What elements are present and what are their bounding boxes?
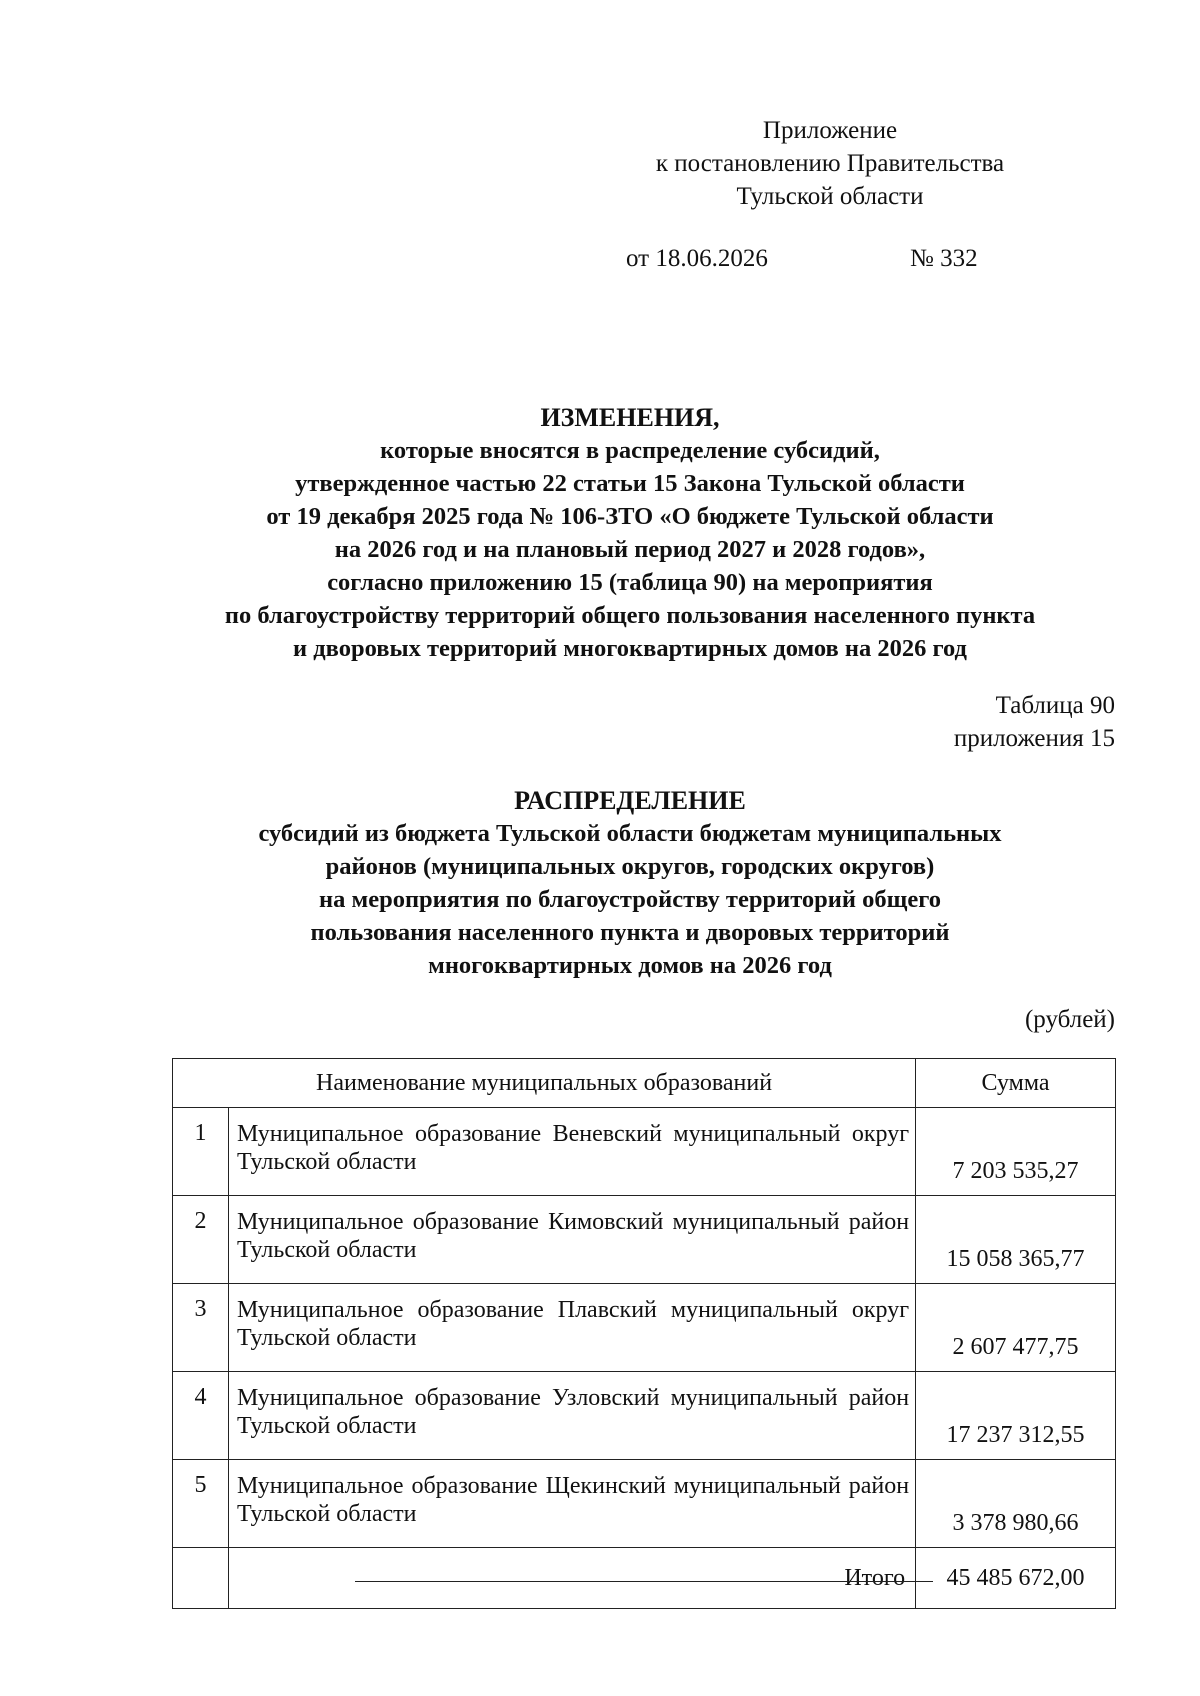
- row-sum: 3 378 980,66: [916, 1460, 1116, 1548]
- header-sum: Сумма: [916, 1059, 1116, 1108]
- table-total-row: [173, 1548, 1116, 1609]
- appendix-number: приложения 15: [953, 725, 1115, 752]
- row-number: 5: [173, 1460, 229, 1548]
- row-sum: 2 607 477,75: [916, 1284, 1116, 1372]
- header-name: Наименование муниципальных образований: [173, 1059, 916, 1108]
- table-header-row: [173, 1059, 1116, 1108]
- table-row: [173, 1284, 1116, 1372]
- changes-line: и дворовых территорий многоквартирных домов на 2026 год: [293, 635, 967, 662]
- row-sum: 15 058 365,77: [916, 1196, 1116, 1284]
- changes-heading: [150, 401, 1110, 665]
- changes-line: согласно приложению 15 (таблица 90) на мероприятия: [327, 569, 933, 596]
- changes-line: на 2026 год и на плановый период 2027 и 2028 годов»,: [334, 536, 926, 563]
- table-row: [173, 1460, 1116, 1548]
- row-number: 1: [173, 1108, 229, 1196]
- distribution-line: районов (муниципальных округов, городских округов): [325, 853, 935, 880]
- row-number: 2: [173, 1196, 229, 1284]
- row-name: Муниципальное образование Кимовский муниципальный район Тульской области: [228, 1196, 915, 1284]
- end-divider: [355, 1581, 933, 1582]
- annex-region-line: Тульской области: [736, 183, 924, 210]
- distribution-heading: [150, 784, 1110, 982]
- row-number: 4: [173, 1372, 229, 1460]
- table-row: [173, 1372, 1116, 1460]
- distribution-line: пользования населенного пункта и дворовых территорий: [310, 919, 950, 946]
- table-row: [173, 1196, 1116, 1284]
- total-label: Итого: [228, 1548, 915, 1609]
- row-name: Муниципальное образование Плавский муниципальный округ Тульской области: [228, 1284, 915, 1372]
- decree-date: от 18.06.2026: [626, 245, 768, 272]
- distribution-line: многоквартирных домов на 2026 год: [428, 952, 832, 979]
- annex-title: Приложение: [762, 117, 898, 144]
- annex-decree-line: к постановлению Правительства: [655, 150, 1005, 177]
- total-sum: 45 485 672,00: [916, 1548, 1116, 1609]
- distribution-title: РАСПРЕДЕЛЕНИЕ: [514, 786, 746, 815]
- decree-number: № 332: [910, 245, 978, 272]
- row-sum: 17 237 312,55: [916, 1372, 1116, 1460]
- changes-line: которые вносятся в распределение субсидий,: [380, 437, 880, 464]
- row-sum: 7 203 535,27: [916, 1108, 1116, 1196]
- table-number: Таблица 90: [995, 692, 1115, 719]
- row-number: 3: [173, 1284, 229, 1372]
- table-row: [173, 1108, 1116, 1196]
- units-label: (рублей): [1024, 1006, 1115, 1033]
- changes-title: ИЗМЕНЕНИЯ,: [540, 403, 720, 432]
- row-name: Муниципальное образование Узловский муниципальный район Тульской области: [228, 1372, 915, 1460]
- row-name: Муниципальное образование Щекинский муниципальный район Тульской области: [228, 1460, 915, 1548]
- table-reference: [954, 689, 1115, 755]
- annex-block: [600, 114, 1060, 213]
- row-name: Муниципальное образование Веневский муниципальный округ Тульской области: [228, 1108, 915, 1196]
- distribution-line: субсидий из бюджета Тульской области бюджетам муниципальных: [258, 820, 1002, 847]
- changes-line: по благоустройству территорий общего пользования населенного пункта: [224, 602, 1036, 629]
- subsidy-table: [172, 1058, 1116, 1609]
- total-number-cell: [173, 1548, 229, 1609]
- distribution-line: на мероприятия по благоустройству территорий общего: [319, 886, 941, 913]
- changes-line: утвержденное частью 22 статьи 15 Закона Тульской области: [295, 470, 965, 497]
- changes-line: от 19 декабря 2025 года № 106-ЗТО «О бюджете Тульской области: [266, 503, 994, 530]
